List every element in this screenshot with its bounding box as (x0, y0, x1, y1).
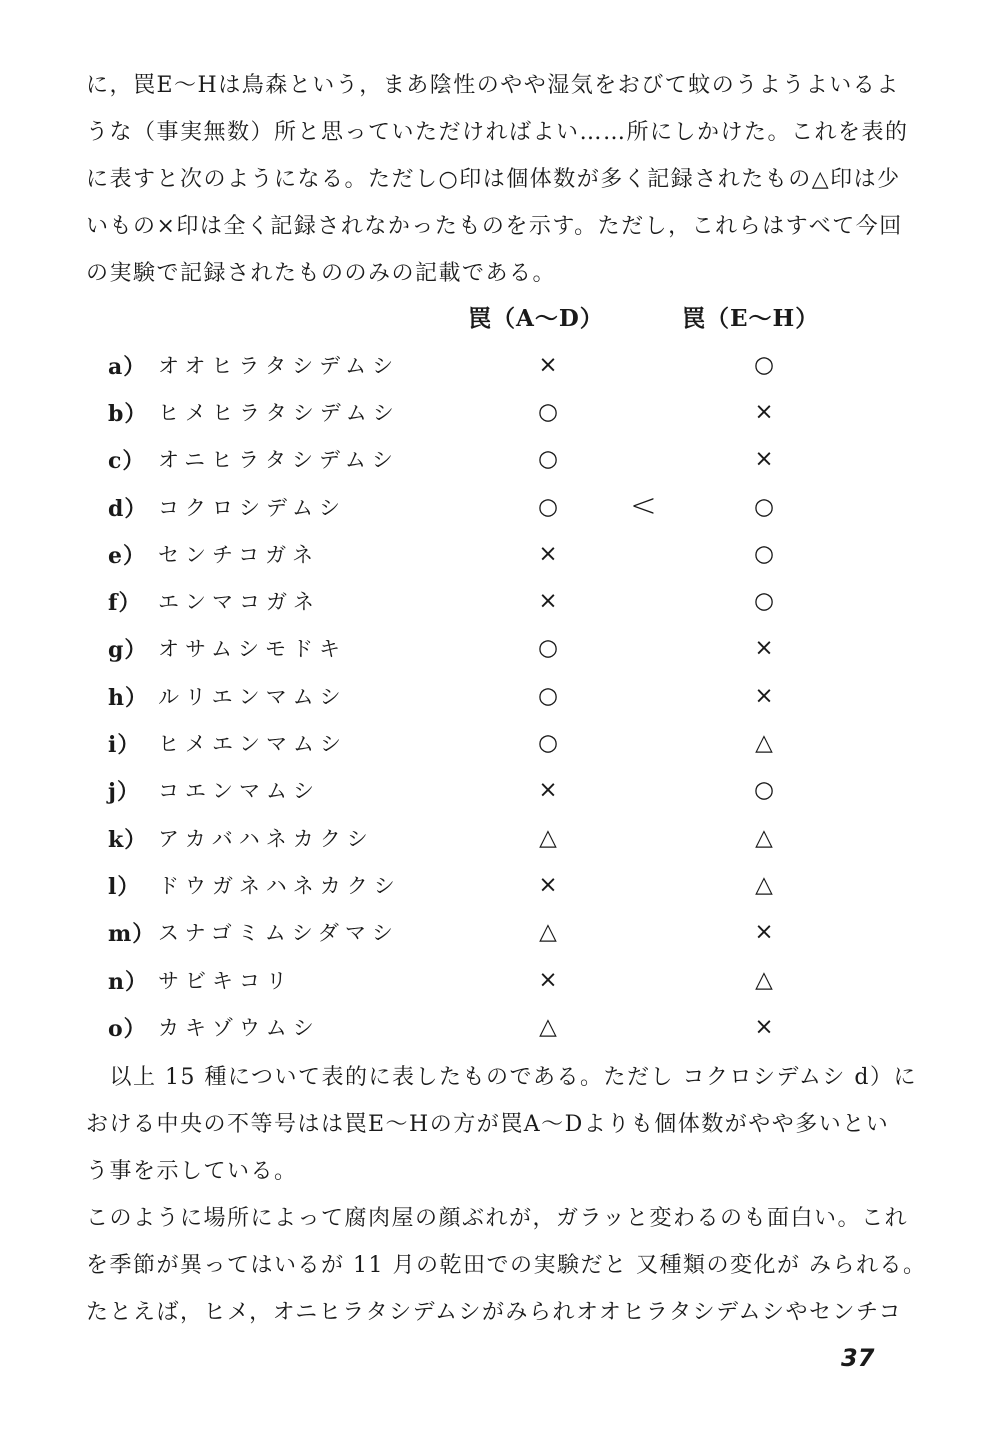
row-label: i） (108, 732, 141, 758)
comparison-sign: < (630, 486, 657, 524)
trap-b-mark: ○ (753, 494, 775, 520)
species-name: アカバハネカクシ (158, 827, 374, 851)
text-line: 以上 15 種について表的に表したものである。ただし コクロシデムシ d）に (86, 1065, 918, 1090)
trap-b-mark: ○ (753, 777, 775, 803)
trap-a-mark: △ (539, 825, 557, 851)
text-line: このように場所によって腐肉屋の顔ぶれが，ガラッと変わるのも面白い。これ (86, 1206, 909, 1231)
trap-b-mark: △ (755, 967, 773, 993)
trap-b-mark: ○ (753, 352, 775, 378)
trap-b-mark: × (754, 446, 774, 472)
trap-b-mark: △ (755, 825, 773, 851)
trap-a-header: 罠（A～D） (468, 305, 604, 332)
table-row (0, 909, 1000, 956)
trap-b-mark: △ (755, 872, 773, 898)
text-line: の実験で記録されたもののみの記載である。 (86, 261, 557, 286)
species-name: ヒメヒラタシデムシ (158, 401, 400, 425)
species-name: サビキコリ (158, 969, 293, 993)
table-row (0, 484, 1000, 531)
text-line: おける中央の不等号はは罠E～Hの方が罠A～Dよりも個体数がやや多いとい (86, 1112, 890, 1137)
trap-b-mark: × (754, 683, 774, 709)
species-name: オサムシモドキ (158, 637, 346, 661)
text-line: を季節が異ってはいるが 11 月の乾田での実験だと 又種類の変化が みられる。 (86, 1253, 927, 1278)
trap-b-header: 罠（E～H） (682, 305, 820, 332)
row-label: g） (108, 637, 148, 663)
row-label: h） (108, 685, 148, 711)
row-label: o） (108, 1016, 147, 1042)
species-name: コクロシデムシ (158, 496, 346, 520)
trap-a-mark: × (538, 352, 558, 378)
row-label: n） (108, 969, 148, 995)
conclusion-paragraph (86, 1054, 927, 1336)
text-line: に，罠E～Hは鳥森という，まあ陰性のやや湿気をおびて蚊のうようよいるよ (86, 73, 900, 98)
row-label: c） (108, 448, 146, 474)
trap-b-mark: ○ (753, 588, 775, 614)
text-line: う事を示している。 (86, 1159, 298, 1184)
trap-b-mark: × (754, 919, 774, 945)
species-name: コエンマムシ (158, 779, 320, 803)
row-label: e） (108, 543, 146, 569)
trap-a-mark: × (538, 588, 558, 614)
trap-a-mark: ○ (537, 399, 559, 425)
trap-a-mark: ○ (537, 446, 559, 472)
trap-a-mark: △ (539, 1014, 557, 1040)
species-name: ヒメエンマムシ (158, 732, 347, 756)
row-label: f） (108, 590, 142, 616)
trap-a-mark: ○ (537, 730, 559, 756)
species-name: エンマコガネ (158, 590, 320, 614)
trap-a-mark: ○ (537, 683, 559, 709)
table-row (0, 720, 1000, 767)
row-label: j） (108, 779, 140, 805)
species-name: センチコガネ (158, 543, 320, 567)
species-name: オオヒラタシデムシ (158, 354, 400, 378)
trap-b-mark: ○ (753, 541, 775, 567)
trap-b-mark: △ (755, 730, 773, 756)
trap-b-mark: × (754, 635, 774, 661)
row-label: d） (108, 496, 148, 522)
text-line: たとえば，ヒメ，オニヒラタシデムシがみられオオヒラタシデムシやセンチコ (86, 1300, 903, 1325)
row-label: a） (108, 354, 147, 380)
species-name: ドウガネハネカクシ (158, 874, 401, 898)
table-row (0, 673, 1000, 720)
species-name: スナゴミムシダマシ (158, 921, 399, 945)
species-name: オニヒラタシデムシ (158, 448, 399, 472)
table-row (0, 436, 1000, 483)
trap-b-mark: × (754, 1014, 774, 1040)
text-line: に表すと次のようになる。ただし○印は個体数が多く記録されたもの△印は少 (86, 167, 901, 192)
trap-a-mark: × (538, 872, 558, 898)
row-label: l） (108, 874, 141, 900)
text-line: いもの×印は全く記録されなかったものを示す。ただし，これらはすべて今回 (86, 214, 903, 239)
row-label: k） (108, 827, 148, 853)
table-row (0, 342, 1000, 389)
trap-a-mark: ○ (537, 494, 559, 520)
species-name: カキゾウムシ (158, 1016, 320, 1040)
intro-paragraph (86, 62, 920, 297)
table-row (0, 815, 1000, 862)
trap-a-mark: △ (539, 919, 557, 945)
trap-a-mark: × (538, 967, 558, 993)
page-number: 37 (841, 1344, 875, 1372)
table-row (0, 625, 1000, 672)
row-label: m） (108, 921, 156, 947)
species-name: ルリエンマムシ (158, 685, 347, 709)
trap-a-mark: ○ (537, 635, 559, 661)
table-row (0, 389, 1000, 436)
table-row (0, 957, 1000, 1004)
table-row (0, 1004, 1000, 1051)
table-row (0, 767, 1000, 814)
trap-a-mark: × (538, 541, 558, 567)
trap-b-mark: × (754, 399, 774, 425)
text-line: うな（事実無数）所と思っていただければよい……所にしかけた。これを表的 (86, 120, 909, 145)
table-row (0, 531, 1000, 578)
row-label: b） (108, 401, 148, 427)
table-row (0, 862, 1000, 909)
table-row (0, 578, 1000, 625)
trap-a-mark: × (538, 777, 558, 803)
